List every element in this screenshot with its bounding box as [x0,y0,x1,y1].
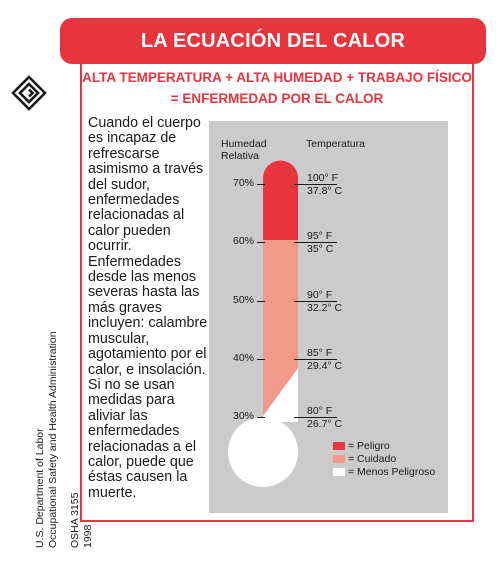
equation-line-2: = ENFERMEDAD POR EL CALOR [170,91,384,106]
humidity-tick [257,301,265,302]
temp-c-26-7: 26.7° C [307,418,343,430]
humidity-label-60: 60% [233,235,255,247]
danger-zone [263,161,298,241]
temp-f-90: 90° F [307,289,333,301]
humidity-tick [257,184,265,185]
legend-swatch-safe [333,468,345,476]
temp-f-100: 100° F [307,172,339,184]
agency-line-2: Occupational Safety and Health Administration [46,331,59,548]
temp-c-29-4: 29.4° C [307,360,343,372]
humidity-label-30: 30% [233,410,255,422]
humidity-tick [257,417,265,418]
humidity-label-70: 70% [233,177,255,189]
humidity-tick [257,359,265,360]
legend-swatch-danger [333,442,345,450]
agency-line-1: U.S. Department of Labor [34,428,46,548]
temp-f-95: 95° F [307,230,333,242]
temp-c-37-8: 37.8° C [307,185,343,197]
humidity-header: Humedad Relativa [221,138,267,162]
doc-year: 1998 [81,524,94,548]
body-paragraph: Cuando el cuerpo es incapaz de refrescarse asimismo a través del sudor, enfermedades relacionadas al calor pueden ocurrir. Enfermedades desde las menos severas hasta las más graves incluyen: calambre muscular, agotamiento por el calor, e insolación. Si no se usan medidas para aliviar las enfermedades relacionadas a el calor, puede que éstas causen la muerte. [88,115,208,501]
temp-c-35: 35° C [307,243,334,255]
temperature-header: Temperatura [306,138,365,150]
page-title: LA ECUACIÓN DEL CALOR [140,30,406,52]
legend-swatch-caution [333,455,345,463]
legend-label-danger: = Peligro [348,440,390,452]
doc-number: OSHA 3155 [69,492,81,548]
humidity-label-40: 40% [233,352,255,364]
legend-label-caution: = Cuidado [348,453,397,465]
equation-line-1: ALTA TEMPERATURA + ALTA HUMEDAD + TRABAJO FÍSICO [82,70,472,85]
humidity-label-50: 50% [233,294,255,306]
legend-label-safe: = Menos Peligroso [348,466,436,478]
thermometer-bulb [228,417,298,487]
temp-f-85: 85° F [307,347,333,359]
temp-c-32-2: 32.2° C [307,302,343,314]
temp-f-80: 80° F [307,405,333,417]
humidity-tick [257,242,265,243]
